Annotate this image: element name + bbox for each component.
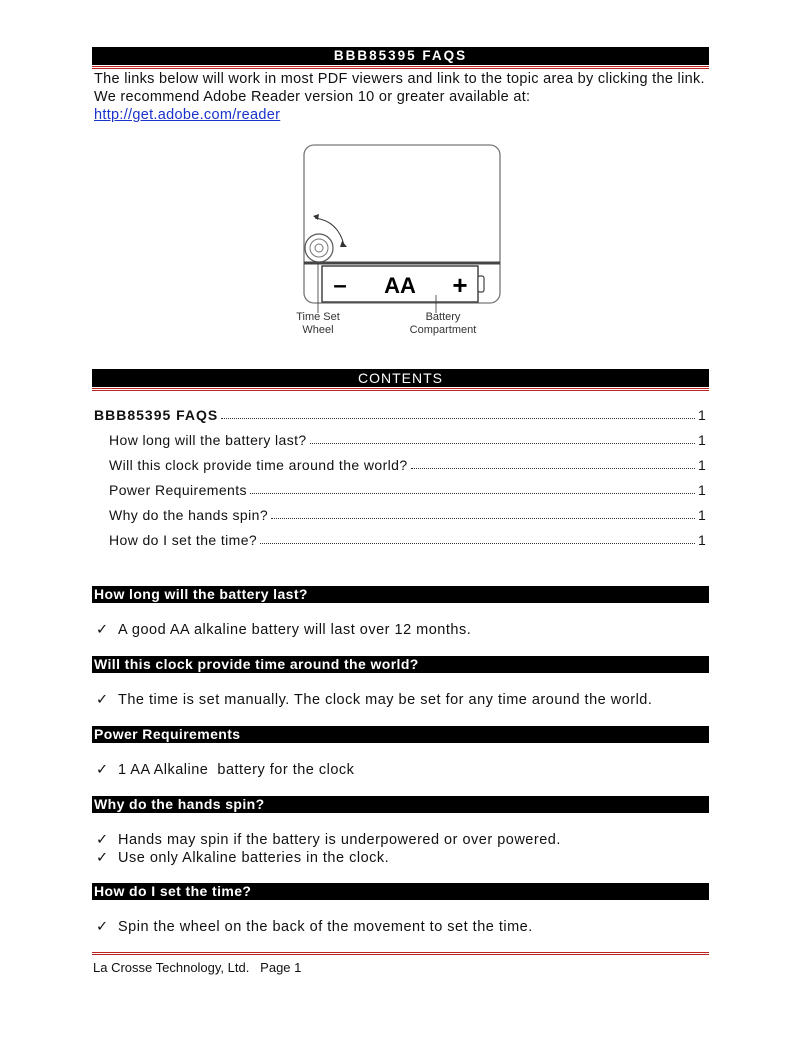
item-text: 1 AA Alkaline battery for the clock: [118, 762, 355, 778]
battery-icon: [322, 266, 484, 302]
item-text: Hands may spin if the battery is underpowered or over powered.: [118, 832, 561, 848]
toc-page: 1: [698, 457, 707, 473]
list-item: [96, 919, 533, 935]
toc-leader: [260, 543, 695, 544]
checkmark-icon: ✓: [96, 919, 109, 935]
toc-label: How long will the battery last?: [109, 432, 307, 448]
toc-entry[interactable]: [94, 403, 706, 423]
battery-plus: +: [452, 270, 468, 300]
toc-leader: [411, 468, 695, 469]
compartment-label-line2: Compartment: [409, 324, 477, 336]
contents-title: CONTENTS: [92, 369, 709, 387]
page-footer: La Crosse Technology, Ltd. Page 1: [93, 960, 302, 975]
list-item: [96, 692, 652, 708]
toc-entry[interactable]: [94, 528, 706, 548]
intro-paragraph: [94, 70, 714, 124]
intro-text: The links below will work in most PDF viewers and link to the topic area by clicking the link. We recommend Adobe Reader version 10 or greater available at:: [94, 71, 705, 105]
toc-page: 1: [698, 432, 707, 448]
footer-divider: [92, 952, 709, 955]
section-heading-world-time: Will this clock provide time around the world?: [92, 656, 709, 673]
toc-leader: [310, 443, 695, 444]
toc-label: BBB85395 FAQS: [94, 407, 219, 423]
adobe-reader-link[interactable]: http://get.adobe.com/reader: [94, 107, 281, 123]
clock-back-diagram: [288, 143, 508, 343]
list-item: [96, 850, 389, 866]
toc-page: 1: [698, 507, 707, 523]
toc-leader: [221, 418, 695, 419]
section-heading-set-time: How do I set the time?: [92, 883, 709, 900]
item-text: A good AA alkaline battery will last over 12 months.: [118, 622, 472, 638]
list-item: [96, 832, 561, 848]
item-text: Use only Alkaline batteries in the clock.: [118, 850, 390, 866]
compartment-label-line1: Battery: [425, 311, 461, 323]
toc-leader: [271, 518, 695, 519]
section-heading-power: Power Requirements: [92, 726, 709, 743]
wheel-label-line1: Time Set: [296, 311, 340, 323]
section-heading-battery-life: How long will the battery last?: [92, 586, 709, 603]
toc-entry[interactable]: [94, 428, 706, 448]
list-item: [96, 622, 471, 638]
toc-page: 1: [698, 532, 707, 548]
toc-label: Will this clock provide time around the world?: [109, 457, 408, 473]
wheel-label-line2: Wheel: [302, 324, 334, 336]
toc-entry[interactable]: [94, 453, 706, 473]
item-text: Spin the wheel on the back of the movement to set the time.: [118, 919, 533, 935]
checkmark-icon: ✓: [96, 692, 109, 708]
page-title: BBB85395 FAQS: [92, 47, 709, 65]
toc-label: How do I set the time?: [109, 532, 258, 548]
toc-entry[interactable]: [94, 478, 706, 498]
battery-minus: –: [333, 272, 347, 299]
toc-page: 1: [698, 482, 707, 498]
divider: [92, 388, 709, 391]
checkmark-icon: ✓: [96, 832, 109, 848]
checkmark-icon: ✓: [96, 850, 109, 866]
battery-aa-label: AA: [384, 273, 416, 298]
checkmark-icon: ✓: [96, 622, 109, 638]
checkmark-icon: ✓: [96, 762, 109, 778]
toc-page: 1: [698, 407, 707, 423]
item-text: The time is set manually. The clock may be set for any time around the world.: [118, 692, 653, 708]
divider: [92, 66, 709, 69]
toc-label: Why do the hands spin?: [109, 507, 269, 523]
toc-label: Power Requirements: [109, 482, 247, 498]
list-item: [96, 762, 354, 778]
toc-entry[interactable]: [94, 503, 706, 523]
toc-leader: [250, 493, 695, 494]
section-heading-hands-spin: Why do the hands spin?: [92, 796, 709, 813]
